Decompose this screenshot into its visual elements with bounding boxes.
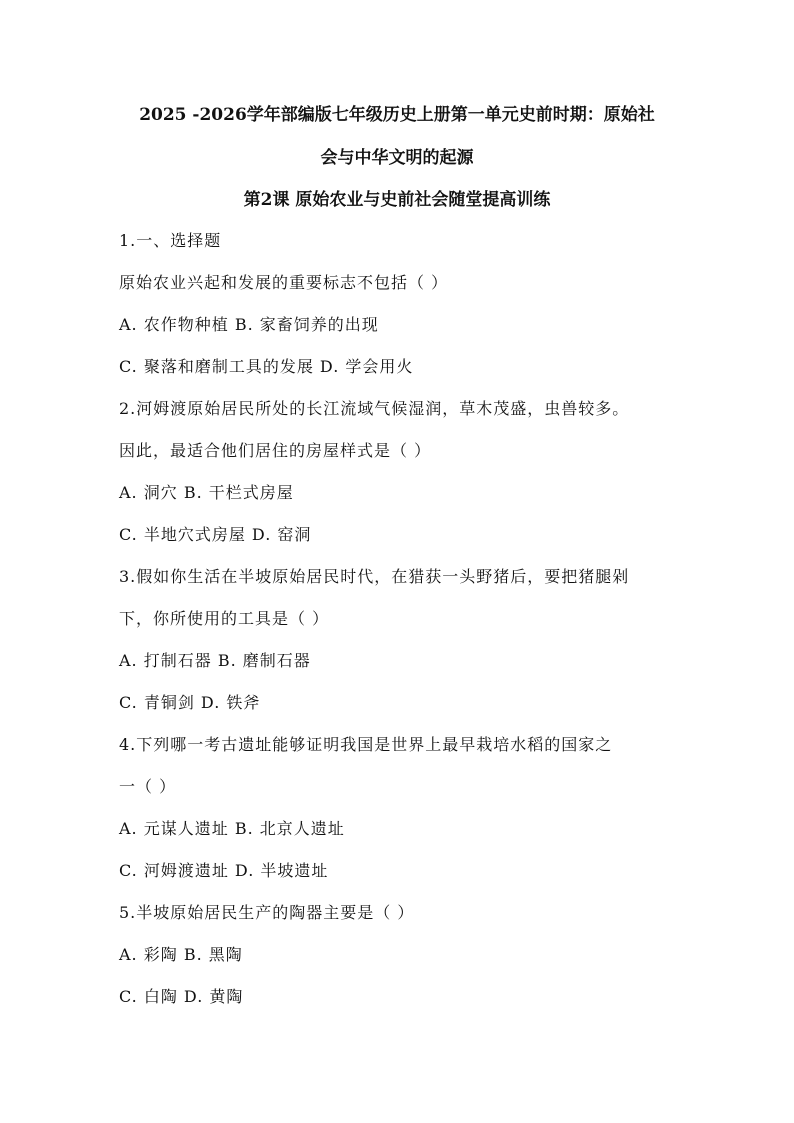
question-5-stem: 5.半坡原始居民生产的陶器主要是（ ） bbox=[119, 903, 415, 922]
question-5-options-cd: C. 白陶 D. 黄陶 bbox=[119, 987, 244, 1006]
question-3-stem-line-1: 3.假如你生活在半坡原始居民时代，在猎获一头野猪后，要把猪腿剁 bbox=[119, 567, 630, 586]
question-1-options-cd: C. 聚落和磨制工具的发展 D. 学会用火 bbox=[119, 357, 414, 376]
question-2-options-ab: A. 洞穴 B. 干栏式房屋 bbox=[119, 483, 294, 502]
document-title-line-2: 会与中华文明的起源 bbox=[320, 148, 474, 168]
document-title-line-1: 2025 -2026学年部编版七年级历史上册第一单元史前时期：原始社 bbox=[139, 105, 655, 125]
question-1-options-ab: A. 农作物种植 B. 家畜饲养的出现 bbox=[119, 315, 379, 334]
question-4-options-ab: A. 元谋人遗址 B. 北京人遗址 bbox=[119, 819, 345, 838]
question-3-options-cd: C. 青铜剑 D. 铁斧 bbox=[119, 693, 261, 712]
question-2-stem-line-2: 因此，最适合他们居住的房屋样式是（ ） bbox=[119, 441, 432, 460]
question-2-options-cd: C. 半地穴式房屋 D. 窑洞 bbox=[119, 525, 312, 544]
question-4-stem-line-2: 一（ ） bbox=[119, 777, 177, 796]
question-1-stem: 原始农业兴起和发展的重要标志不包括（ ） bbox=[119, 273, 449, 292]
question-3-stem-line-2: 下，你所使用的工具是（ ） bbox=[119, 609, 330, 628]
question-4-stem-line-1: 4.下列哪一考古遗址能够证明我国是世界上最早栽培水稻的国家之 bbox=[119, 735, 613, 754]
question-5-options-ab: A. 彩陶 B. 黑陶 bbox=[119, 945, 243, 964]
question-3-options-ab: A. 打制石器 B. 磨制石器 bbox=[119, 651, 311, 670]
document-subtitle: 第2课 原始农业与史前社会随堂提高训练 bbox=[243, 190, 551, 210]
question-4-options-cd: C. 河姆渡遗址 D. 半坡遗址 bbox=[119, 861, 329, 880]
question-2-stem-line-1: 2.河姆渡原始居民所处的长江流域气候湿润，草木茂盛，虫兽较多。 bbox=[119, 399, 630, 418]
section-heading: 1.一、选择题 bbox=[119, 231, 222, 250]
